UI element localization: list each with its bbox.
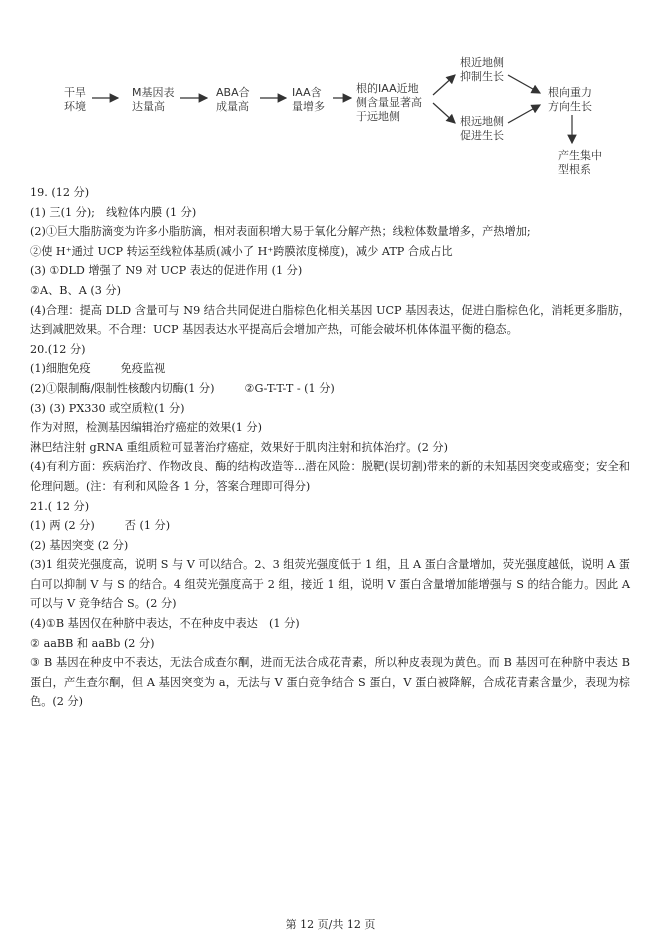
q21-line-2: (2) 基因突变 (2 分) — [30, 538, 129, 552]
q21-line-6: ③ B 基因在种皮中不表达，无法合成查尔酮，进而无法合成花青素，所以种皮表现为黄色。而 B 基因可在种脐中表达 B 蛋白，产生查尔酮，但 A 基因突变为 a，无法与 V 蛋白竞争结合 S 蛋白，V 蛋白被降解，合成花青素含量少，表现为棕色。(2 分) — [30, 656, 630, 709]
flowchart — [0, 0, 661, 185]
node-iaa-distribution: 根的IAA近地 侧含量显著高 于远地侧 — [356, 82, 422, 123]
q20-line-2a: (2)①限制酶/限制性核酸内切酶(1 分) — [30, 381, 215, 395]
q21-title: 21.( 12 分) — [30, 499, 90, 513]
node-far-promote: 根远地侧 促进生长 — [460, 115, 504, 142]
q21-line-1b: 否 (1 分) — [124, 519, 171, 533]
q20-line-1 — [30, 359, 630, 379]
q20-line-4: 作为对照，检测基因编辑治疗癌症的效果(1 分) — [30, 421, 262, 435]
q19-title: 19. (12 分) — [30, 186, 90, 199]
node-m-gene: M基因表 达量高 — [132, 86, 175, 113]
q20-line-6: (4)有利方面：疾病治疗、作物改良、酶的结构改造等…潜在风险：脱靶(误切割)带来的新的未知基因突变或癌变；安全和伦理问题。(注：有利和风险各 1 分，答案合理即可得分) — [30, 460, 630, 493]
page-footer: 第 12 页/共 12 页 — [285, 918, 376, 931]
node-gravity: 根向重力 方向生长 — [548, 86, 592, 113]
node-near-inhibit: 根近地侧 抑制生长 — [460, 56, 504, 83]
q20-line-2b: ②G-T-T-T - (1 分) — [244, 381, 335, 395]
q20-line-1b: 免疫监视 — [120, 362, 166, 376]
q20-line-3: (3) (3) PX330 或空质粒(1 分) — [30, 401, 185, 415]
q20-title: 20.(12 分) — [30, 342, 86, 356]
q21-line-4: (4)①B 基因仅在种脐中表达，不在种皮中表达 (1 分) — [30, 617, 300, 631]
arrow-5 — [433, 75, 455, 95]
q19-line-5: ②A、B、A (3 分) — [30, 283, 121, 297]
answer-content — [30, 183, 630, 712]
q19-line-3: ②使 H⁺通过 UCP 转运至线粒体基质(减小了 H⁺跨膜浓度梯度)，减少 ATP 合成占比 — [30, 244, 453, 258]
q21-line-1a: (1) 两 (2 分) — [30, 519, 95, 533]
q21-line-5: ② aaBB 和 aaBb (2 分) — [30, 636, 155, 650]
q20-line-5: 淋巴结注射 gRNA 重组质粒可显著治疗癌症，效果好于肌肉注射和抗体治疗。(2 分) — [30, 440, 448, 454]
node-aba: ABA合 成量高 — [216, 86, 250, 113]
q20-line-2 — [30, 379, 630, 399]
q19-line-2: (2)①巨大脂肪滴变为许多小脂肪滴，相对表面积增大易于氧化分解产热；线粒体数量增多，产热增加; — [30, 225, 531, 239]
arrow-8 — [508, 105, 540, 123]
q19-line-6: (4)合理：提高 DLD 含量可与 N9 结合共同促进白脂棕色化相关基因 UCP 基因表达，促进白脂棕色化，消耗更多脂肪，达到减肥效果。不合理：UCP 基因表达水平提高后会增加产热，可能会破坏机体体温平衡的稳态。 — [30, 303, 630, 337]
q21-line-3: (3)1 组荧光强度高，说明 S 与 V 可以结合。2、3 组荧光强度低于 1 组，且 A 蛋白含量增加，荧光强度越低，说明 A 蛋白可以抑制 V 与 S 的结合。4 组荧光强度高于 2 组，接近 1 组，说明 V 蛋白含量增加能增强与 S 的结合能力。因此 A 可以与 V 竞争结合 S。(2 分) — [30, 558, 630, 611]
node-iaa: IAA含 量增多 — [292, 86, 325, 113]
q19-line-1: (1) 三(1 分); 线粒体内膜 (1 分) — [30, 205, 197, 219]
q20-line-1a: (1)细胞免疫 — [30, 362, 91, 376]
arrow-6 — [433, 103, 455, 123]
node-roots: 产生集中 型根系 — [558, 149, 602, 176]
node-drought: 干旱 环境 — [64, 86, 86, 113]
arrow-7 — [508, 75, 540, 93]
q21-line-1 — [30, 516, 630, 536]
q19-line-4: (3) ①DLD 增强了 N9 对 UCP 表达的促进作用 (1 分) — [30, 264, 303, 278]
